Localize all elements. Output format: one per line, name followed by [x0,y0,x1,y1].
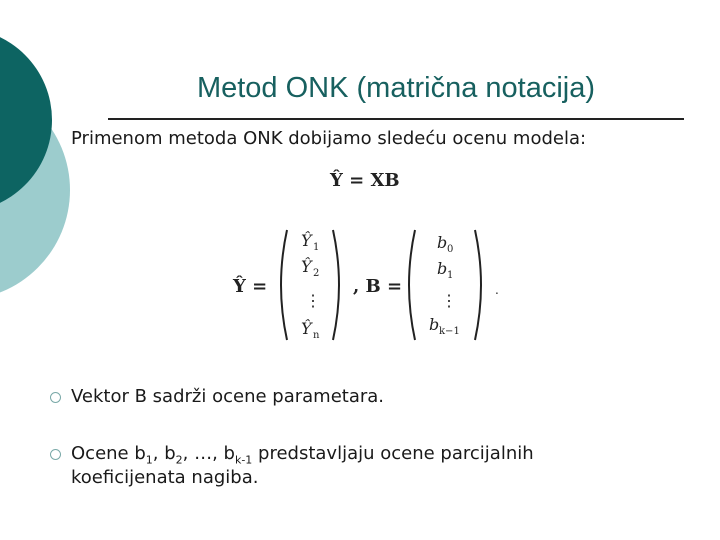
y-hat-label: Ŷ = [233,276,268,297]
y-entry-1: Ŷ [301,231,312,250]
b-label: , B = [353,276,403,297]
b-entry-dots: ⋮ [441,291,457,310]
bullet-circle-icon [50,449,61,460]
y-entry-2-sub: 2 [313,268,320,279]
y-entry-dots: ⋮ [305,291,321,310]
y-entry-n-sub: n [313,330,320,341]
b-entry-1-sub: 1 [447,270,454,281]
bullet-estimates [50,443,690,491]
bullet-intro-text: Primenom metoda ONK dobijamo sledeću ocenu modela: [71,128,587,149]
equation-main: Ŷ = XB [330,170,400,191]
y-entry-n: Ŷ [301,319,312,338]
slide-title: Metod ONK (matrična notacija) [196,72,596,104]
right-paren-y [333,230,339,340]
matrix-trailing-dot: . [495,283,499,297]
estimates-sub-1: 1 [145,453,153,467]
estimates-sep-1: , b [152,443,176,464]
bullet-intro [50,128,670,152]
bullet-estimates-line2: koeficijenata nagiba. [71,467,259,488]
b-entry-0: b [437,233,448,252]
title-underline [108,118,684,120]
left-paren-b [409,230,415,340]
estimates-post: predstavljaju ocene parcijalnih [252,443,534,464]
y-entry-2: Ŷ [301,257,312,276]
b-entry-1: b [437,259,448,278]
matrix-equation [225,226,515,344]
estimates-sep-2: , …, b [182,443,235,464]
estimates-sub-2: 2 [175,453,183,467]
bullet-vector [50,386,670,410]
b-entry-k: b [429,315,440,334]
right-paren-b [475,230,481,340]
bullet-circle-icon [50,392,61,403]
left-paren-y [281,230,287,340]
b-entry-0-sub: 0 [447,244,454,255]
estimates-sub-k: k-1 [234,453,253,467]
bullet-vector-text: Vektor B sadrži ocene parametara. [71,386,385,407]
b-entry-k-sub: k−1 [439,326,460,337]
estimates-pre: Ocene b [71,443,146,464]
y-entry-1-sub: 1 [313,242,320,253]
